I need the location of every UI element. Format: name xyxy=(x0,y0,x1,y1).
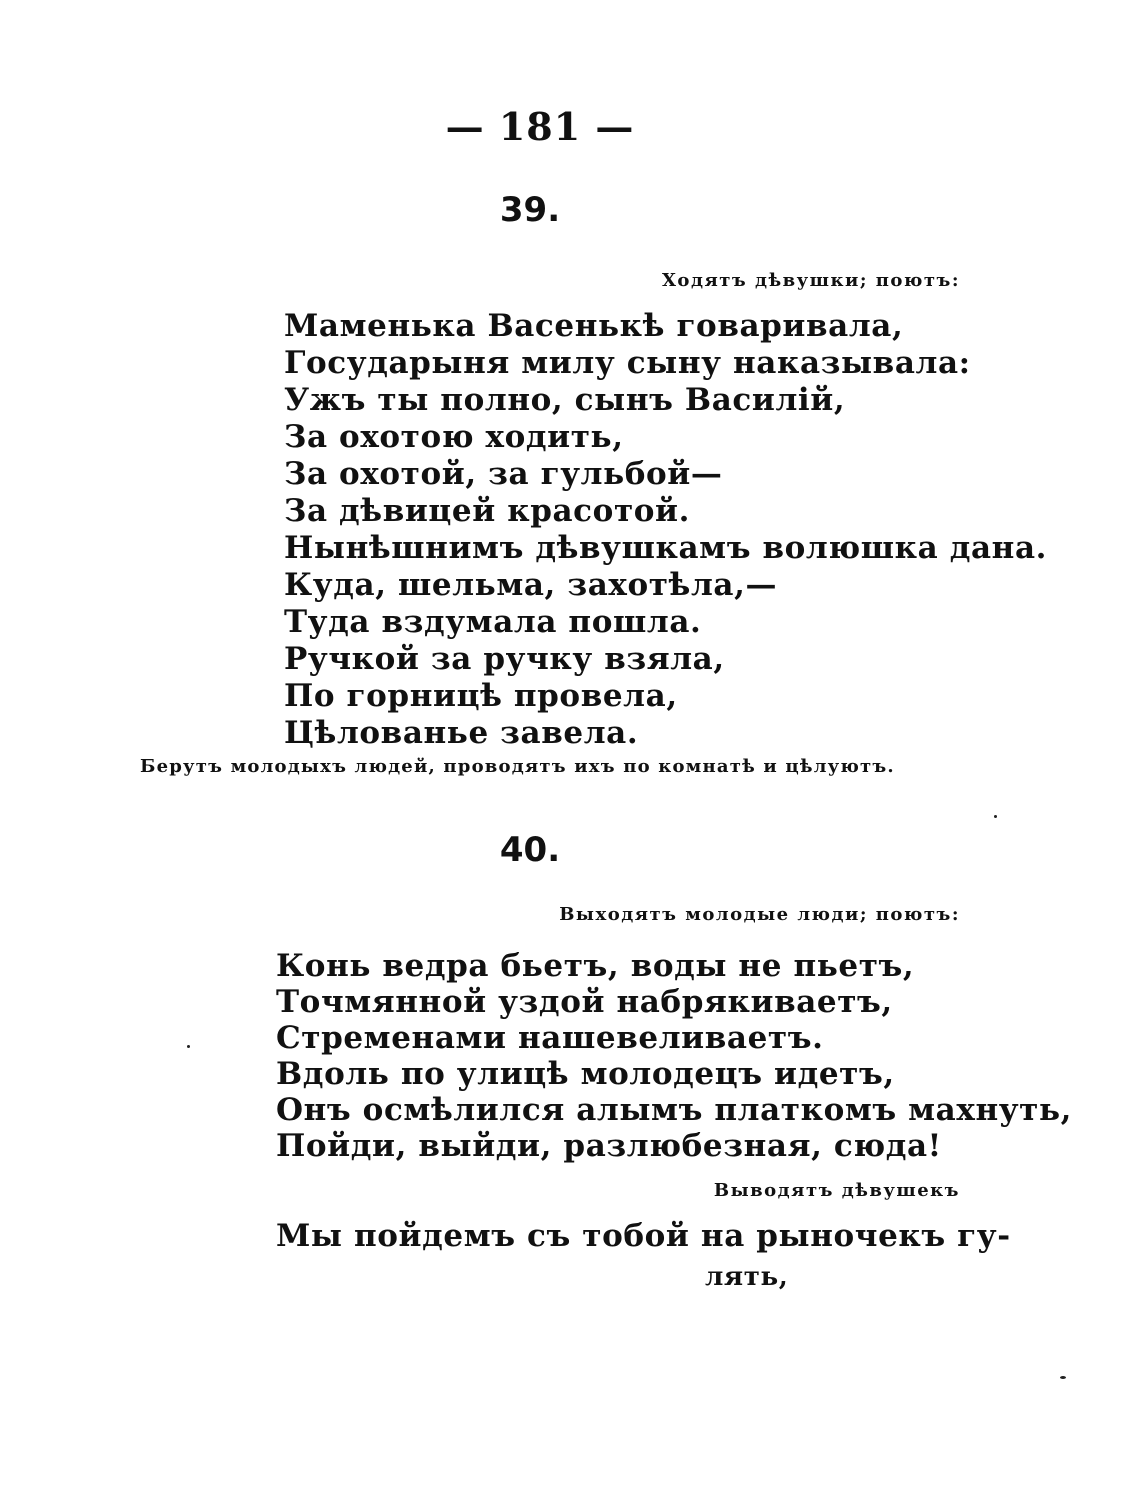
verse-39 xyxy=(284,308,1047,752)
verse-line: Государыня милу сыну наказывала: xyxy=(284,345,971,381)
verse-line: Точмянной уздой набрякиваетъ, xyxy=(276,984,893,1020)
verse-line: Онъ осмѣлился алымъ платкомъ махнуть, xyxy=(276,1092,1073,1128)
verse-continuation-tail: лять, xyxy=(705,1262,789,1292)
verse-line: Нынѣшнимъ дѣвушкамъ волюшка дана. xyxy=(284,530,1048,566)
verse-line: Туда вздумала пошла. xyxy=(284,604,702,640)
stage-direction-40-mid: Выводятъ дѣвушекъ xyxy=(713,1180,960,1201)
paper-speck xyxy=(994,815,997,818)
song-number-39: 39. xyxy=(499,190,561,230)
verse-line: Ручкой за ручку взяла, xyxy=(284,641,725,677)
verse-40 xyxy=(276,948,1072,1164)
verse-line: За охотой, за гульбой— xyxy=(284,456,723,492)
verse-continuation: Мы пойдемъ съ тобой на рыночекъ гу- xyxy=(276,1218,1011,1254)
paper-speck xyxy=(1060,1376,1066,1379)
verse-line: За дѣвицей красотой. xyxy=(284,493,691,529)
page-number: — 181 — xyxy=(445,104,635,149)
verse-line: Стременами нашевеливаетъ. xyxy=(276,1020,824,1056)
verse-line: Ужъ ты полно, сынъ Василій, xyxy=(284,382,846,418)
stage-direction-40-intro: Выходятъ молодые люди; поютъ: xyxy=(559,904,960,925)
verse-line: Маменька Васенькѣ говаривала, xyxy=(284,308,904,344)
verse-line: Куда, шельма, захотѣла,— xyxy=(284,567,778,603)
verse-line: Конь ведра бьетъ, воды не пьетъ, xyxy=(276,948,915,984)
stage-direction-39-intro: Ходятъ дѣвушки; поютъ: xyxy=(661,270,960,291)
paper-speck xyxy=(187,1045,190,1048)
song-number-40: 40. xyxy=(499,830,561,870)
stage-direction-39-outro: Берутъ молодыхъ людей, проводятъ ихъ по комнатѣ и цѣлуютъ. xyxy=(140,756,895,777)
verse-line: Цѣлованье завела. xyxy=(284,715,639,751)
verse-line: Вдоль по улицѣ молодецъ идетъ, xyxy=(276,1056,895,1092)
verse-line: Пойди, выйди, разлюбезная, сюда! xyxy=(276,1128,942,1164)
verse-line: По горницѣ провела, xyxy=(284,678,678,714)
verse-line: За охотою ходить, xyxy=(284,419,624,455)
